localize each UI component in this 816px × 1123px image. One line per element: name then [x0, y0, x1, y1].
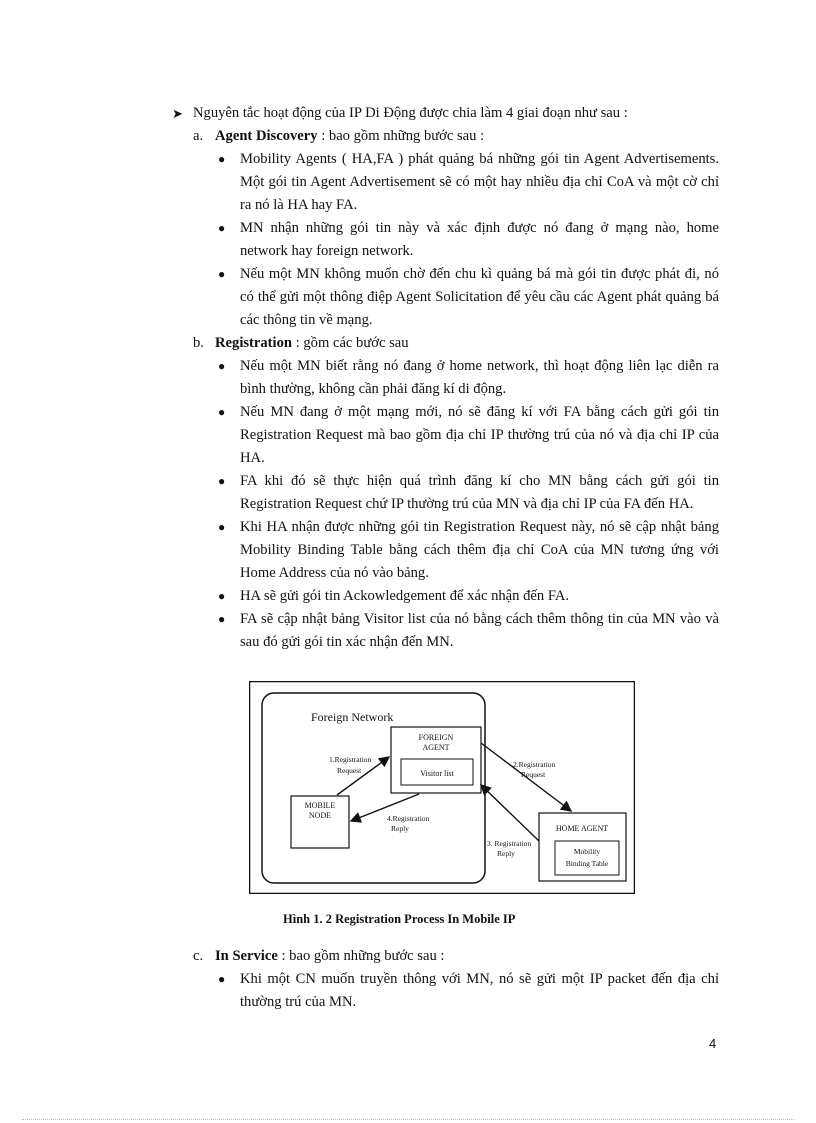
step-1-label-2: Request [337, 766, 362, 775]
section-a-list [214, 148, 719, 332]
foreign-agent-label-1: FOREIGN [418, 733, 454, 742]
step-3-label-1: 3. Registration [487, 839, 532, 848]
page-bottom-border [22, 1119, 794, 1120]
page-number: 4 [709, 1036, 717, 1051]
list-item: ● Mobility Agents ( HA,FA ) phát quảng bá những gói tin Agent Advertisements. Một gói tin Agent Advertisement sẽ có một hay nhiều địa chỉ CoA và một cờ chỉ ra nó là HA hay FA. [214, 148, 719, 217]
bullet-dot-icon: ● [218, 589, 226, 603]
section-c-title: In Service [215, 948, 278, 964]
list-item: ● Nếu MN đang ở một mạng mới, nó sẽ đăng kí với FA bằng cách gửi gói tin Registration Request mà bao gồm địa chỉ IP thường trú của nó và địa chỉ IP của HA. [214, 401, 719, 470]
bullet-dot-icon: ● [218, 221, 226, 235]
list-item: ● Nếu một MN biết rằng nó đang ở home network, thì hoạt động liên lạc diễn ra bình thường, không cần phải đăng kí di động. [214, 355, 719, 401]
bullet-dot-icon: ● [218, 612, 226, 626]
step-2-label-1: 2.Registration [513, 760, 556, 769]
step-4-label-2: Reply [391, 824, 409, 833]
arrow-bullet-icon: ➤ [172, 106, 183, 121]
figure-caption: Hình 1. 2 Registration Process In Mobile IP [283, 912, 516, 926]
binding-table-label-1: Mobility [573, 847, 601, 856]
list-item: ● HA sẽ gửi gói tin Ackowledgement để xác nhận đến FA. [214, 585, 719, 608]
list-item: ● Khi HA nhận được những gói tin Registration Request này, nó sẽ cập nhật bảng Mobility Binding Table bằng cách thêm địa chỉ CoA của MN tương ứng với Home Address của nó vào bảng. [214, 516, 719, 585]
step-3-label-2: Reply [497, 849, 515, 858]
bullet-dot-icon: ● [218, 267, 226, 281]
step-1-label-1: 1.Registration [329, 755, 372, 764]
bullet-dot-icon: ● [218, 359, 226, 373]
list-item: ● MN nhận những gói tin này và xác định được nó đang ở mạng nào, home network hay foreign network. [214, 217, 719, 263]
intro-text: Nguyên tắc hoạt động của IP Di Động được chia làm 4 giai đoạn như sau : [193, 105, 628, 121]
section-c-heading: c. In Service : bao gồm những bước sau : [193, 948, 445, 964]
home-agent-label: HOME AGENT [555, 824, 609, 833]
list-item: ● Nếu một MN không muốn chờ đến chu kì quảng bá mà gói tin được phát đi, nó có thể gửi một thông điệp Agent Solicitation để yêu cầu các Agent phát quảng bá các thông tin về mạng. [214, 263, 719, 332]
section-a-heading: a. Agent Discovery : bao gồm những bước sau : [193, 128, 485, 144]
list-item: ● FA sẽ cập nhật bảng Visitor list của nó bằng cách thêm thông tin của MN vào và sau đó gửi gói tin xác nhận đến MN. [214, 608, 719, 654]
mobile-node-label-2: NODE [308, 811, 332, 820]
registration-process-diagram [249, 681, 635, 894]
step-4-label-1: 4.Registration [387, 814, 430, 823]
section-b-list [214, 355, 719, 654]
bullet-dot-icon: ● [218, 405, 226, 419]
bullet-dot-icon: ● [218, 152, 226, 166]
bullet-dot-icon: ● [218, 474, 226, 488]
list-item: ● Khi một CN muốn truyền thông với MN, nó sẽ gửi một IP packet đến địa chỉ thường trú của MN. [214, 968, 719, 1014]
section-b-title: Registration [215, 335, 293, 351]
bullet-dot-icon: ● [218, 972, 226, 986]
foreign-network-label: Foreign Network [311, 710, 394, 724]
visitor-list-label: Visitor list [420, 769, 454, 778]
bullet-dot-icon: ● [218, 520, 226, 534]
foreign-agent-label-2: AGENT [422, 743, 450, 752]
mobile-node-label-1: MOBILE [304, 801, 336, 810]
step-2-label-2: Request [521, 770, 546, 779]
list-item: ● FA khi đó sẽ thực hiện quá trình đăng kí cho MN bằng cách gửi gói tin Registration Request chứ IP thường trú của MN và địa chỉ IP của FA đến HA. [214, 470, 719, 516]
section-c-list [214, 968, 719, 1014]
section-a-title: Agent Discovery [215, 128, 318, 144]
section-b-heading: b. Registration : gồm các bước sau [193, 335, 409, 351]
binding-table-label-2: Binding Table [565, 859, 609, 868]
